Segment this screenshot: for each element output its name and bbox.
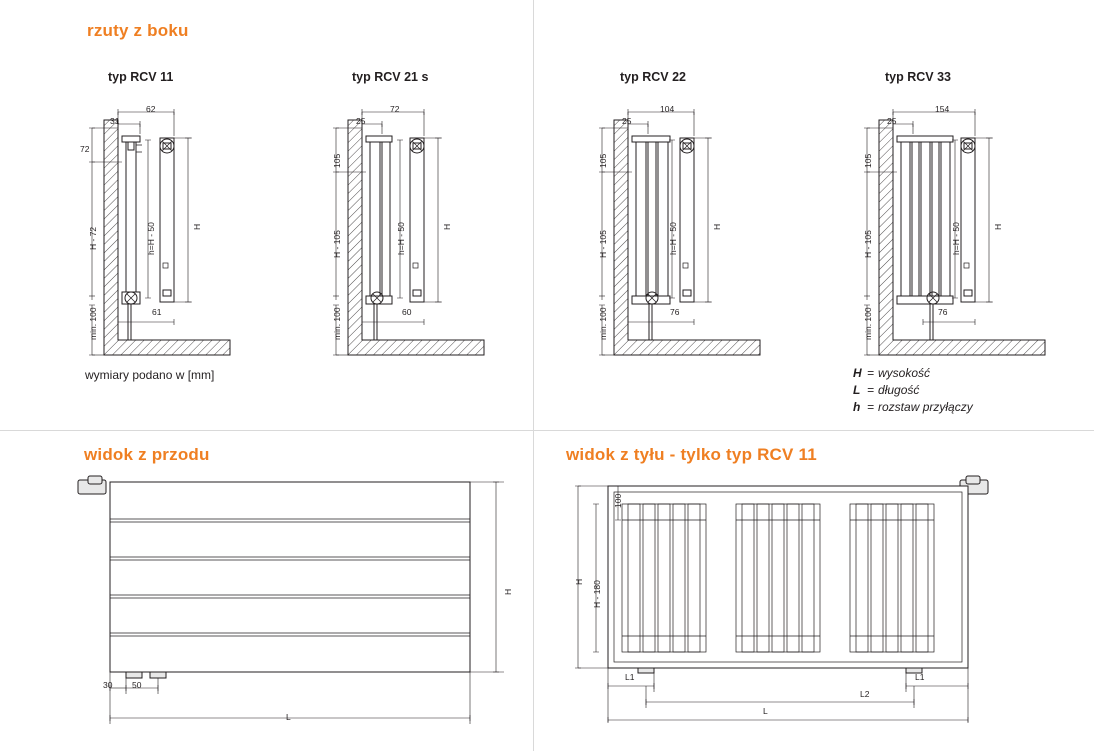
side-view-1-dim-left-bottom: min. 100 bbox=[88, 307, 98, 340]
back-view-dim-top: 100 bbox=[613, 493, 623, 508]
legend bbox=[853, 366, 1053, 414]
side-view-3-dim-top-small: 25 bbox=[622, 116, 632, 126]
side-view-1-drawing bbox=[70, 100, 270, 375]
side-view-4-dim-inner-h: h=H - 50 bbox=[951, 222, 961, 255]
front-view-dim-height: H bbox=[503, 588, 513, 595]
legend-text-h: rozstaw przyłączy bbox=[878, 400, 973, 414]
legend-text-L: długość bbox=[878, 383, 920, 397]
front-view-dim-foot-a: 30 bbox=[103, 680, 113, 690]
front-view-dim-foot-b: 50 bbox=[132, 680, 142, 690]
side-view-2-dim-top-total: 72 bbox=[390, 104, 400, 114]
legend-row-h2 bbox=[853, 400, 1053, 414]
side-view-4-title: typ RCV 33 bbox=[885, 70, 951, 84]
side-view-2-dim-top-small: 25 bbox=[356, 116, 366, 126]
front-view-dim-length: L bbox=[286, 712, 291, 722]
side-view-4-dim-bottom: 76 bbox=[938, 307, 948, 317]
back-view-dim-left-inner: H - 180 bbox=[592, 580, 602, 608]
legend-row-h bbox=[853, 366, 1053, 380]
front-view-title: widok z przodu bbox=[84, 445, 210, 464]
side-view-3-dim-top-total: 104 bbox=[660, 104, 675, 114]
side-views-title: rzuty z boku bbox=[87, 21, 189, 40]
side-view-1-dim-inner-h: h=H - 50 bbox=[146, 222, 156, 255]
side-view-1-title: typ RCV 11 bbox=[108, 70, 174, 84]
side-view-2-dim-left-top: 105 bbox=[332, 153, 342, 168]
divider-vertical bbox=[533, 430, 534, 751]
side-view-2-title: typ RCV 21 s bbox=[352, 70, 429, 84]
back-view-dim-l1-right: L1 bbox=[915, 672, 925, 682]
divider-horizontal bbox=[0, 430, 1094, 431]
back-view-title: widok z tyłu - tylko typ RCV 11 bbox=[566, 445, 817, 464]
side-view-4-dim-left-mid: H - 105 bbox=[863, 230, 873, 258]
side-view-4-dim-top-total: 154 bbox=[935, 104, 950, 114]
legend-eq-L: = bbox=[867, 383, 875, 397]
side-view-3-drawing bbox=[580, 100, 790, 375]
legend-eq-h: = bbox=[867, 400, 875, 414]
back-view-dim-left-total: H bbox=[574, 578, 584, 585]
side-view-3-dim-left-bottom: min. 100 bbox=[598, 307, 608, 340]
side-view-3-dim-left-top: 105 bbox=[598, 153, 608, 168]
units-note: wymiary podano w [mm] bbox=[85, 368, 215, 382]
legend-symbol-h: h bbox=[853, 400, 861, 414]
side-view-2-dim-left-mid: H - 105 bbox=[332, 230, 342, 258]
side-view-3-title: typ RCV 22 bbox=[620, 70, 686, 84]
back-view-dim-l: L bbox=[763, 706, 768, 716]
side-view-3-dim-right-h: H bbox=[712, 223, 722, 230]
back-view-drawing bbox=[560, 472, 1060, 737]
side-view-4-dim-left-top: 105 bbox=[863, 153, 873, 168]
legend-row-L bbox=[853, 383, 1053, 397]
front-view-drawing bbox=[60, 472, 520, 737]
side-view-2-drawing bbox=[314, 100, 514, 375]
legend-eq-H: = bbox=[867, 366, 875, 380]
side-view-1-dim-left-top: 72 bbox=[80, 144, 90, 154]
side-view-4-dim-right-h: H bbox=[993, 223, 1003, 230]
side-view-1-dim-top-small: 31 bbox=[110, 116, 120, 126]
side-view-1-dim-top-total: 62 bbox=[146, 104, 156, 114]
side-view-1-dim-bottom: 61 bbox=[152, 307, 162, 317]
side-view-4-dim-left-bottom: min. 100 bbox=[863, 307, 873, 340]
divider-vertical-top bbox=[533, 0, 534, 430]
side-view-3-dim-bottom: 76 bbox=[670, 307, 680, 317]
legend-symbol-H: H bbox=[853, 366, 862, 380]
side-view-2-dim-left-bottom: min. 100 bbox=[332, 307, 342, 340]
legend-text-H: wysokość bbox=[878, 366, 931, 380]
back-view-dim-l1-left: L1 bbox=[625, 672, 635, 682]
side-view-2-dim-bottom: 60 bbox=[402, 307, 412, 317]
side-view-2-dim-inner-h: h=H - 50 bbox=[396, 222, 406, 255]
side-view-3-dim-inner-h: h=H - 50 bbox=[668, 222, 678, 255]
side-view-3-dim-left-mid: H - 105 bbox=[598, 230, 608, 258]
legend-symbol-L: L bbox=[853, 383, 861, 397]
side-view-1-dim-right-h: H bbox=[192, 223, 202, 230]
side-view-2-dim-right-h: H bbox=[442, 223, 452, 230]
side-view-1-dim-left-mid: H - 72 bbox=[88, 226, 98, 250]
side-view-4-dim-top-small: 25 bbox=[887, 116, 897, 126]
back-view-dim-l2: L2 bbox=[860, 689, 870, 699]
